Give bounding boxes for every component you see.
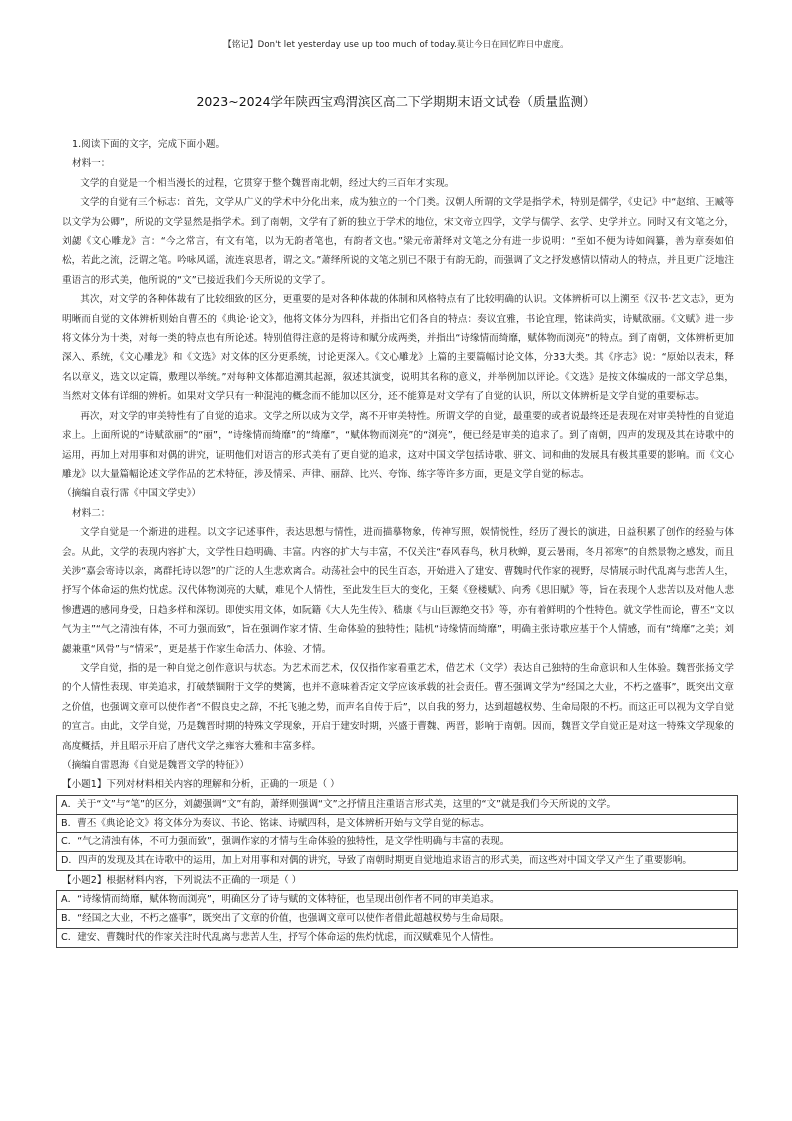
material2-paragraph: 文学自觉，指的是一种自觉之创作意识与状态。为艺术而艺术，仅仅指作家看重艺术，借艺术（文学）表达自己独特的生命意识和人生体验。魏晋张扬文学的个人情性表现、审美追求，打破禁锢附于文学的樊篱，也并不意味着否定文学应该承载的社会责任。曹丕强调文学为“经国之大业，不朽之盛事”，既突出文章之价值，也强调文章可以使作者“不假良史之辞，不托飞驰之势，而声名自传于后”，以自我的努力，达到超越权势、生命局限的不朽。而这正可以视为文学自觉的宣言。由此，文学自觉，乃是魏晋时期的特殊文学现象，开启于建安时期，兴盛于曹魏、两晋，影响于南朝。因而，魏晋文学自觉正是对这一特殊文学现象的高度概括，并且昭示开启了唐代文学之雍容大雅和丰富多样。: [62, 662, 734, 752]
question-1-stem: 【小题1】下列对材料相关内容的理解和分析，正确的一项是（ ）: [62, 779, 340, 791]
material2-label: 材料二：: [72, 507, 111, 519]
material1-source: （摘编自袁行霈《中国文学史》）: [62, 488, 202, 500]
instruction: 1.阅读下面的文字，完成下面小题。: [72, 139, 226, 150]
material1-paragraph: 再次，对文学的审美特性有了自觉的追求。文学之所以成为文学，离不开审美特性。所谓文学的自觉，最重要的或者说最终还是表现在对审美特性的自觉追求上。上面所说的“诗赋欲丽”的“丽”，“诗缘情而绮靡”的“绮靡”，“赋体物而浏亮”的“浏亮”，便已经是审美的追求了。到了南朝，四声的发现及其在诗歌中的运用，再加上对用事和对偶的讲究，证明他们对语言的形式美有了更自觉的追求，这对中国文学包括诗歌、骈文、词和曲的发展具有极其重要的影响。而《文心雕龙》以大量篇幅论述文学作品的艺术特征，涉及情采、声律、丽辞、比兴、夸饰、练字等许多方面，更是文学自觉的标志。: [62, 410, 734, 480]
material1-paragraph: 其次，对文学的各种体裁有了比较细致的区分，更重要的是对各种体裁的体制和风格特点有了比较明确的认识。文体辨析可以上溯至《汉书·艺文志》，更为明晰而自觉的文体辨析则始自曹丕的《典论·论文》，他将文体分为四科，并指出它们各自的特点：奏议宜雅，书论宜理，铭诔尚实，诗赋欲丽。《文赋》进一步将文体分为十类，对每一类的特点也有所论述。特别值得注意的是将诗和赋分成两类，并指出“诗缘情而绮靡，赋体物而浏亮”的特点。到了南朝，文体辨析更加深入、系统，《文心雕龙》和《文选》对文体的区分更系统，讨论更深入。《文心雕龙》上篇的主要篇幅讨论文体，分33大类。其《序志》说：“原始以表末，释名以章义，选文以定篇，敷理以举统。”对每种文体都追溯其起源，叙述其演变，说明其名称的意义，并举例加以评论。《文选》是按文体编成的一部文学总集，当然对文体有详细的辨析。如果对文学只有一种混沌的概念而不能加以区分，还不能算是对文学有了自觉的认识，所以文体辨析是文学自觉的重要标志。: [62, 294, 734, 403]
material2-paragraph: 文学自觉是一个渐进的进程。以文字记述事件，表达思想与情性，进而描摹物象，传神写照，娱情悦性，经历了漫长的演进，日益积累了创作的经验与体会。从此，文学的表现内容扩大，文学性日趋明确、丰富。内容的扩大与丰富，不仅关注“春风春鸟，秋月秋蝉，夏云暑雨，冬月祁寒”的自然景物之感发，而且关涉“嘉会寄诗以亲，离群托诗以怨”的广泛的人生悲欢离合。动荡社会中的民生百态，开始进入了建安、曹魏时代作家的视野，尽情展示时代乱离与悲苦人生，抒写个体命运的焦灼忧虑。汉代体物浏亮的大赋，难见个人情性，至此发生巨大的变化，王粲《登楼赋》、向秀《思旧赋》等，旨在表现个人悲苦以及对他人悲惨遭遇的感同身受，日趋多样和深切。即使实用文体，如阮籍《大人先生传》、嵇康《与山巨源绝交书》等，亦有着鲜明的个性特色。就文学性而论，曹丕“文以气为主”“气之清浊有体，不可力强而致”，旨在强调作家才情、生命体验的独特性；陆机“诗缘情而绮靡”，明确主张诗歌应基于个人情感，而有“绮靡”之美；刘勰兼重“风骨”与“情采”，更是基于作家生命活力、体验、才情。: [62, 527, 734, 655]
question-2-option-b[interactable]: B．“经国之大业，不朽之盛事”，既突出了文章的价值，也强调文章可以使作者借此超越权势与生命局限。: [56, 910, 738, 929]
question-2-option-c[interactable]: C．建安、曹魏时代的作家关注时代乱离与悲苦人生，抒写个体命运的焦灼忧虑，而汉赋难见个人情性。: [56, 929, 738, 948]
question-2-stem: 【小题2】根据材料内容，下列说法不正确的一项是（ ）: [62, 875, 302, 886]
material1-paragraph: 文学的自觉是一个相当漫长的过程，它贯穿于整个魏晋南北朝，经过大约三百年才实现。: [80, 177, 455, 189]
question-1-option-b[interactable]: B．曹丕《典论论文》将文体分为奏议、书论、铭诔、诗赋四科，是文体辨析开始与文学自觉的标志。: [56, 815, 738, 834]
question-1-option-d[interactable]: D．四声的发现及其在诗歌中的运用，加上对用事和对偶的讲究，导致了南朝时期更自觉地追求语言的形式美，而这些对中国文学又产生了重要影响。: [56, 852, 738, 871]
document-body: [62, 135, 734, 948]
material2-source: （摘编自雷恩海《自觉是魏晋文学的特征》）: [62, 760, 250, 771]
page-title: 2023~2024学年陕西宝鸡渭滨区高二下学期期末语文试卷（质量监测）: [196, 94, 596, 109]
material1-label: 材料一：: [72, 158, 111, 170]
question-1-option-a[interactable]: A．关于“文”与“笔”的区分，刘勰强调“文”有韵，萧绎则强调“文”之抒情且注重语言形式美，这里的“文”就是我们今天所说的文学。: [56, 795, 738, 815]
header-note: 【铭记】Don't let yesterday use up too much of today.莫让今日在回忆昨日中虚度。: [223, 40, 569, 50]
material1-paragraph: 文学的自觉有三个标志：首先，文学从广义的学术中分化出来，成为独立的一个门类。汉朝人所谓的文学是指学术，特别是儒学，《史记》中“赵绾、王臧等以文学为公卿”，所说的文学显然是指学术。到了南朝，文学有了新的独立于学术的地位，宋文帝立四学，文学与儒学、玄学、史学并立。同时又有文笔之分，刘勰《文心雕龙》言：“今之常言，有文有笔，以为无韵者笔也，有韵者文也。”梁元帝萧绎对文笔之分有进一步说明：“至如不便为诗如阎纂，善为章奏如伯松，若此之流，泛谓之笔。吟咏风谣，流连哀思者，谓之文。”萧绎所说的文笔之别已不限于有韵无韵，而强调了文之抒发感情以情动人的特点，并且更广泛地注重语言的形式美，他所说的“文”已接近我们今天所说的文学了。: [62, 197, 734, 286]
question-1-option-c[interactable]: C．“气之清浊有体，不可力强而致”，强调作家的才情与生命体验的独特性，是文学性明确与丰富的表现。: [56, 833, 738, 852]
question-2-option-a[interactable]: A．“诗缘情而绮靡，赋体物而浏亮”，明确区分了诗与赋的文体特征，也呈现出创作者不同的审美追求。: [56, 890, 738, 910]
